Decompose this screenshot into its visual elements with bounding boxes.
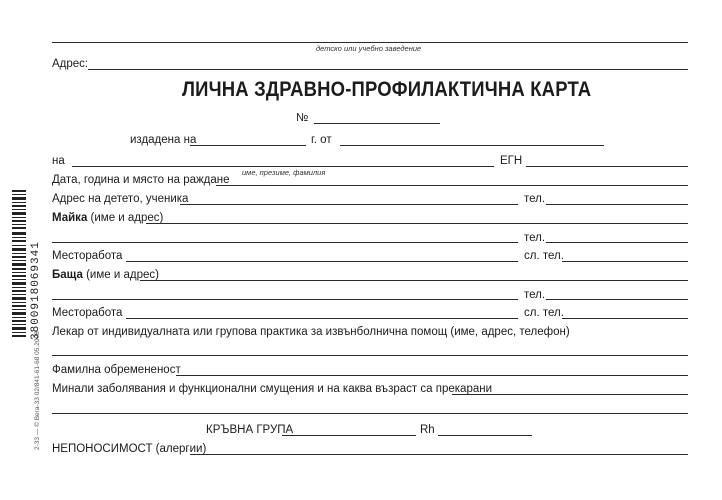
blood-group-label: КРЪВНА ГРУПА	[206, 424, 294, 436]
barcode-icon	[12, 190, 26, 340]
intolerance-field[interactable]	[190, 454, 688, 455]
mother-work-phone-field[interactable]	[562, 261, 688, 262]
mother-work-phone-label: сл. тел.	[524, 250, 564, 262]
doctor-label: Лекар от индивидуалната или групова практика за извънболнична помощ (име, адрес, телефон)	[52, 326, 570, 338]
number-field[interactable]	[314, 123, 440, 124]
father-name-field[interactable]	[140, 280, 688, 281]
mother-address-field[interactable]	[52, 242, 518, 243]
past-diseases-field-2[interactable]	[52, 413, 688, 414]
institution-field[interactable]	[52, 42, 688, 43]
mother-label-bold: Майка	[52, 212, 88, 224]
address-field[interactable]	[88, 69, 688, 70]
to-label: на	[52, 155, 65, 167]
barcode-number: 3800918069341	[30, 241, 42, 340]
child-phone-field[interactable]	[546, 204, 688, 205]
birth-field[interactable]	[216, 185, 688, 186]
mother-phone-label: тел.	[524, 232, 546, 244]
issued-by-field[interactable]	[340, 145, 604, 146]
issued-label: издадена на	[130, 134, 197, 146]
family-label: Фамилна обремененост	[52, 364, 181, 376]
past-diseases-label: Минали заболявания и функционални смущения и на каква възраст са прекарани	[52, 383, 493, 395]
name-field[interactable]	[72, 166, 494, 167]
mother-label-suffix: (име и адрес)	[87, 212, 164, 224]
print-info: 2-33 — © Вега-33 02/841-61-68 05.2008	[34, 331, 41, 450]
father-work-phone-field[interactable]	[562, 318, 688, 319]
year-from-label: г. от	[311, 134, 332, 146]
child-address-label: Адрес на детето, ученика	[52, 193, 189, 205]
father-address-field[interactable]	[52, 299, 518, 300]
intolerance-label: НЕПОНОСИМОСТ (алергии)	[52, 443, 207, 455]
egn-label: ЕГН	[500, 155, 523, 167]
number-label: №	[296, 112, 309, 124]
issued-date-field[interactable]	[190, 145, 306, 146]
blood-group-field[interactable]	[282, 435, 416, 436]
mother-workplace-field[interactable]	[126, 261, 518, 262]
father-work-phone-label: сл. тел.	[524, 307, 564, 319]
child-address-field[interactable]	[180, 204, 518, 205]
address-label: Адрес:	[52, 58, 89, 70]
father-phone-field[interactable]	[546, 299, 688, 300]
institution-caption: детско или учебно заведение	[316, 44, 422, 53]
family-field[interactable]	[176, 375, 688, 376]
mother-workplace-label: Месторабота	[52, 250, 123, 262]
father-workplace-label: Месторабота	[52, 307, 123, 319]
name-caption: име, презиме, фамилия	[242, 168, 326, 177]
doctor-field-1[interactable]	[52, 355, 688, 356]
rh-field[interactable]	[438, 435, 532, 436]
father-phone-label: тел.	[524, 289, 546, 301]
birth-label: Дата, година и място на раждане	[52, 174, 230, 186]
past-diseases-field[interactable]	[452, 394, 688, 395]
father-label-bold: Баща	[52, 269, 83, 281]
rh-label: Rh	[420, 424, 435, 436]
page-title: ЛИЧНА ЗДРАВНО-ПРОФИЛАКТИЧНА КАРТА	[182, 78, 592, 101]
mother-phone-field[interactable]	[546, 242, 688, 243]
father-workplace-field[interactable]	[126, 318, 518, 319]
child-phone-label: тел.	[524, 193, 546, 205]
barcode-strip	[12, 150, 52, 450]
mother-name-field[interactable]	[146, 223, 688, 224]
father-label-suffix: (име и адрес)	[82, 269, 159, 281]
egn-field[interactable]	[526, 166, 688, 167]
